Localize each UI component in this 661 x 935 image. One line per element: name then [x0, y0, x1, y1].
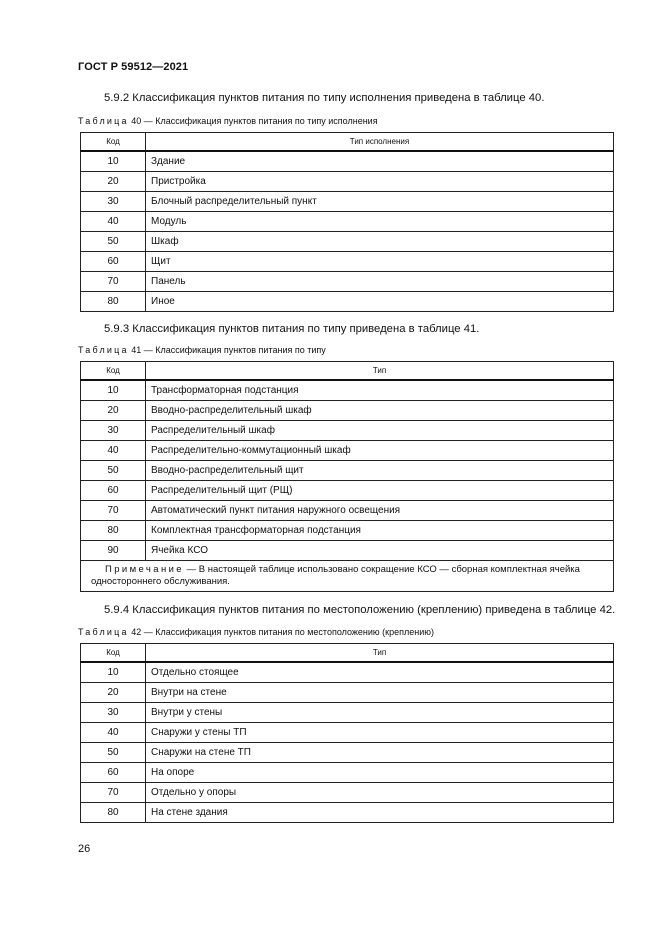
- caption-title: 41 — Классификация пунктов питания по типу: [128, 345, 326, 355]
- table-row: [81, 421, 614, 441]
- code-cell: 70: [81, 501, 146, 521]
- code-cell: 40: [81, 212, 146, 232]
- table-row: [81, 783, 614, 803]
- table-row: [81, 521, 614, 541]
- code-cell: 10: [81, 380, 146, 401]
- table-41: [80, 361, 614, 592]
- code-cell: 20: [81, 401, 146, 421]
- table-row: [81, 803, 614, 823]
- table-row: [81, 683, 614, 703]
- type-cell: Пристройка: [146, 172, 614, 192]
- column-header-type: Тип: [146, 644, 614, 663]
- type-cell: Вводно-распределительный шкаф: [146, 401, 614, 421]
- paragraph-5-9-2: 5.9.2 Классификация пунктов питания по типу исполнения приведена в таблице 40.: [104, 92, 545, 104]
- code-cell: 80: [81, 521, 146, 541]
- type-cell: Снаружи на стене ТП: [146, 743, 614, 763]
- table-row: [81, 461, 614, 481]
- type-cell: Внутри на стене: [146, 683, 614, 703]
- page-number: 26: [78, 843, 91, 855]
- table-row: [81, 401, 614, 421]
- code-cell: 20: [81, 683, 146, 703]
- table-row: [81, 763, 614, 783]
- table-row: [81, 541, 614, 561]
- column-header-type: Тип исполнения: [146, 133, 614, 152]
- code-cell: 90: [81, 541, 146, 561]
- table-note: [81, 561, 614, 592]
- document-header: ГОСТ Р 59512—2021: [78, 61, 189, 73]
- type-cell: Здание: [146, 151, 614, 172]
- table-row: [81, 380, 614, 401]
- type-cell: Комплектная трансформаторная подстанция: [146, 521, 614, 541]
- caption-label: Таблица: [78, 116, 129, 126]
- code-cell: 70: [81, 272, 146, 292]
- table-row: [81, 662, 614, 683]
- note-text: — В настоящей таблице использовано сокращение КСО — сборная комплектная ячейка одностороннего обслуживания.: [91, 564, 580, 587]
- table-42: [80, 643, 614, 823]
- type-cell: Панель: [146, 272, 614, 292]
- table-row: [81, 252, 614, 272]
- code-cell: 20: [81, 172, 146, 192]
- table-row: [81, 703, 614, 723]
- type-cell: Автоматический пункт питания наружного освещения: [146, 501, 614, 521]
- type-cell: Шкаф: [146, 232, 614, 252]
- table-row: [81, 212, 614, 232]
- code-cell: 30: [81, 703, 146, 723]
- code-cell: 80: [81, 292, 146, 312]
- type-cell: Отдельно стоящее: [146, 662, 614, 683]
- type-cell: Распределительный шкаф: [146, 421, 614, 441]
- table-row: [81, 272, 614, 292]
- table-41-caption: [78, 345, 326, 355]
- code-cell: 60: [81, 252, 146, 272]
- code-cell: 80: [81, 803, 146, 823]
- caption-label: Таблица: [78, 345, 129, 355]
- type-cell: На стене здания: [146, 803, 614, 823]
- type-cell: Блочный распределительный пункт: [146, 192, 614, 212]
- table-42-caption: [78, 627, 434, 637]
- table-row: [81, 743, 614, 763]
- code-cell: 50: [81, 743, 146, 763]
- code-cell: 70: [81, 783, 146, 803]
- column-header-code: Код: [81, 644, 146, 663]
- code-cell: 30: [81, 192, 146, 212]
- type-cell: Щит: [146, 252, 614, 272]
- table-40: [80, 132, 614, 312]
- code-cell: 60: [81, 481, 146, 501]
- paragraph-5-9-3: 5.9.3 Классификация пунктов питания по типу приведена в таблице 41.: [104, 323, 480, 335]
- caption-title: 42 — Классификация пунктов питания по местоположению (креплению): [128, 627, 434, 637]
- type-cell: Ячейка КСО: [146, 541, 614, 561]
- type-cell: Внутри у стены: [146, 703, 614, 723]
- table-row: [81, 232, 614, 252]
- type-cell: Отдельно у опоры: [146, 783, 614, 803]
- table-row: [81, 723, 614, 743]
- table-40-caption: [78, 116, 378, 126]
- table-row: [81, 441, 614, 461]
- table-row: [81, 501, 614, 521]
- caption-title: 40 — Классификация пунктов питания по типу исполнения: [128, 116, 378, 126]
- code-cell: 10: [81, 662, 146, 683]
- code-cell: 50: [81, 232, 146, 252]
- code-cell: 10: [81, 151, 146, 172]
- table-row: [81, 172, 614, 192]
- code-cell: 50: [81, 461, 146, 481]
- column-header-code: Код: [81, 133, 146, 152]
- code-cell: 30: [81, 421, 146, 441]
- table-row: [81, 292, 614, 312]
- paragraph-5-9-4: 5.9.4 Классификация пунктов питания по местоположению (креплению) приведена в таблице 42.: [104, 604, 616, 616]
- table-row: [81, 481, 614, 501]
- type-cell: Распределительный щит (РЩ): [146, 481, 614, 501]
- type-cell: Трансформаторная подстанция: [146, 380, 614, 401]
- type-cell: Иное: [146, 292, 614, 312]
- type-cell: Снаружи у стены ТП: [146, 723, 614, 743]
- code-cell: 40: [81, 441, 146, 461]
- type-cell: Вводно-распределительный щит: [146, 461, 614, 481]
- type-cell: На опоре: [146, 763, 614, 783]
- table-row: [81, 192, 614, 212]
- type-cell: Модуль: [146, 212, 614, 232]
- caption-label: Таблица: [78, 627, 129, 637]
- column-header-type: Тип: [146, 362, 614, 381]
- code-cell: 60: [81, 763, 146, 783]
- code-cell: 40: [81, 723, 146, 743]
- column-header-code: Код: [81, 362, 146, 381]
- note-label: Примечание: [105, 564, 184, 575]
- type-cell: Распределительно-коммутационный шкаф: [146, 441, 614, 461]
- table-row: [81, 151, 614, 172]
